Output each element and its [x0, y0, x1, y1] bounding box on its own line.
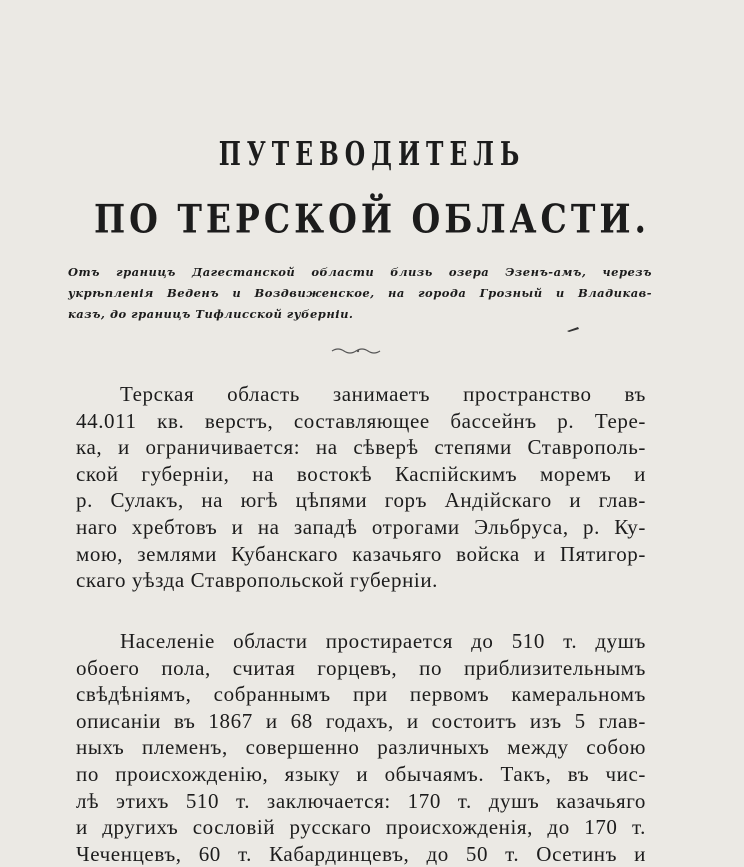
title-guide: ПУТЕВОДИТЕЛЬ: [218, 136, 526, 174]
paragraph-line: по происхожденію, языку и обычаямъ. Такъ, въ чис-: [76, 761, 646, 786]
paragraph-line: Терская область занимаетъ пространство въ: [120, 382, 646, 406]
divider-ornament-icon: [330, 342, 386, 358]
paragraph-line: Чеченцевъ, 60 т. Кабардинцевъ, до 50 т. Осетинъ и: [76, 841, 646, 866]
paragraph-line: Населеніе области простирается до 510 т. душъ: [120, 629, 646, 653]
paragraph-population: [76, 628, 646, 867]
paragraph-line: и другихъ сословій русскаго происхожденія, до 170 т.: [76, 815, 646, 840]
subtitle-line: Отъ границъ Дагестанской области близь озера Эзенъ-амъ, черезъ: [68, 265, 652, 279]
title-terek-region: ПО ТЕРСКОЙ ОБЛАСТИ.: [93, 196, 651, 243]
subtitle-line: казъ, до границъ Тифлисской губерніи.: [68, 307, 354, 321]
paragraph-line: ныхъ племенъ, совершенно различныхъ между собою: [76, 735, 646, 760]
ink-mark-icon: [566, 326, 580, 332]
paragraph-line: скаго уѣзда Ставропольской губерніи.: [76, 568, 439, 593]
paragraph-line: лѣ этихъ 510 т. заключается: 170 т. душъ казачьяго: [76, 788, 646, 813]
paragraph-line: ской губерніи, на востокѣ Каспійскимъ моремъ и: [76, 461, 646, 486]
subtitle-route: [68, 262, 652, 325]
paragraph-line: р. Сулакъ, на югѣ цѣпями горъ Андійскаго и глав-: [76, 488, 646, 513]
subtitle-line: укрѣпленія Веденъ и Воздвиженское, на города Грозный и Владикав-: [68, 286, 652, 300]
paragraph-line: мою, землями Кубанскаго казачьяго войска и Пятигор-: [76, 541, 646, 566]
paragraph-line: ка, и ограничивается: на сѣверѣ степями Ставрополь-: [76, 435, 646, 460]
paragraph-line: наго хребтовъ и на западѣ отрогами Эльбруса, р. Ку-: [76, 514, 646, 539]
paragraph-line: описаніи въ 1867 и 68 годахъ, и состоитъ изъ 5 глав-: [76, 708, 646, 733]
paragraph-territory: [76, 381, 646, 594]
paragraph-line: обоего пола, считая горцевъ, по приблизительнымъ: [76, 655, 646, 680]
paragraph-line: 44.011 кв. верстъ, составляющее бассейнъ р. Тере-: [76, 408, 646, 433]
paragraph-line: свѣдѣніямъ, собраннымъ при первомъ камеральномъ: [76, 682, 646, 707]
